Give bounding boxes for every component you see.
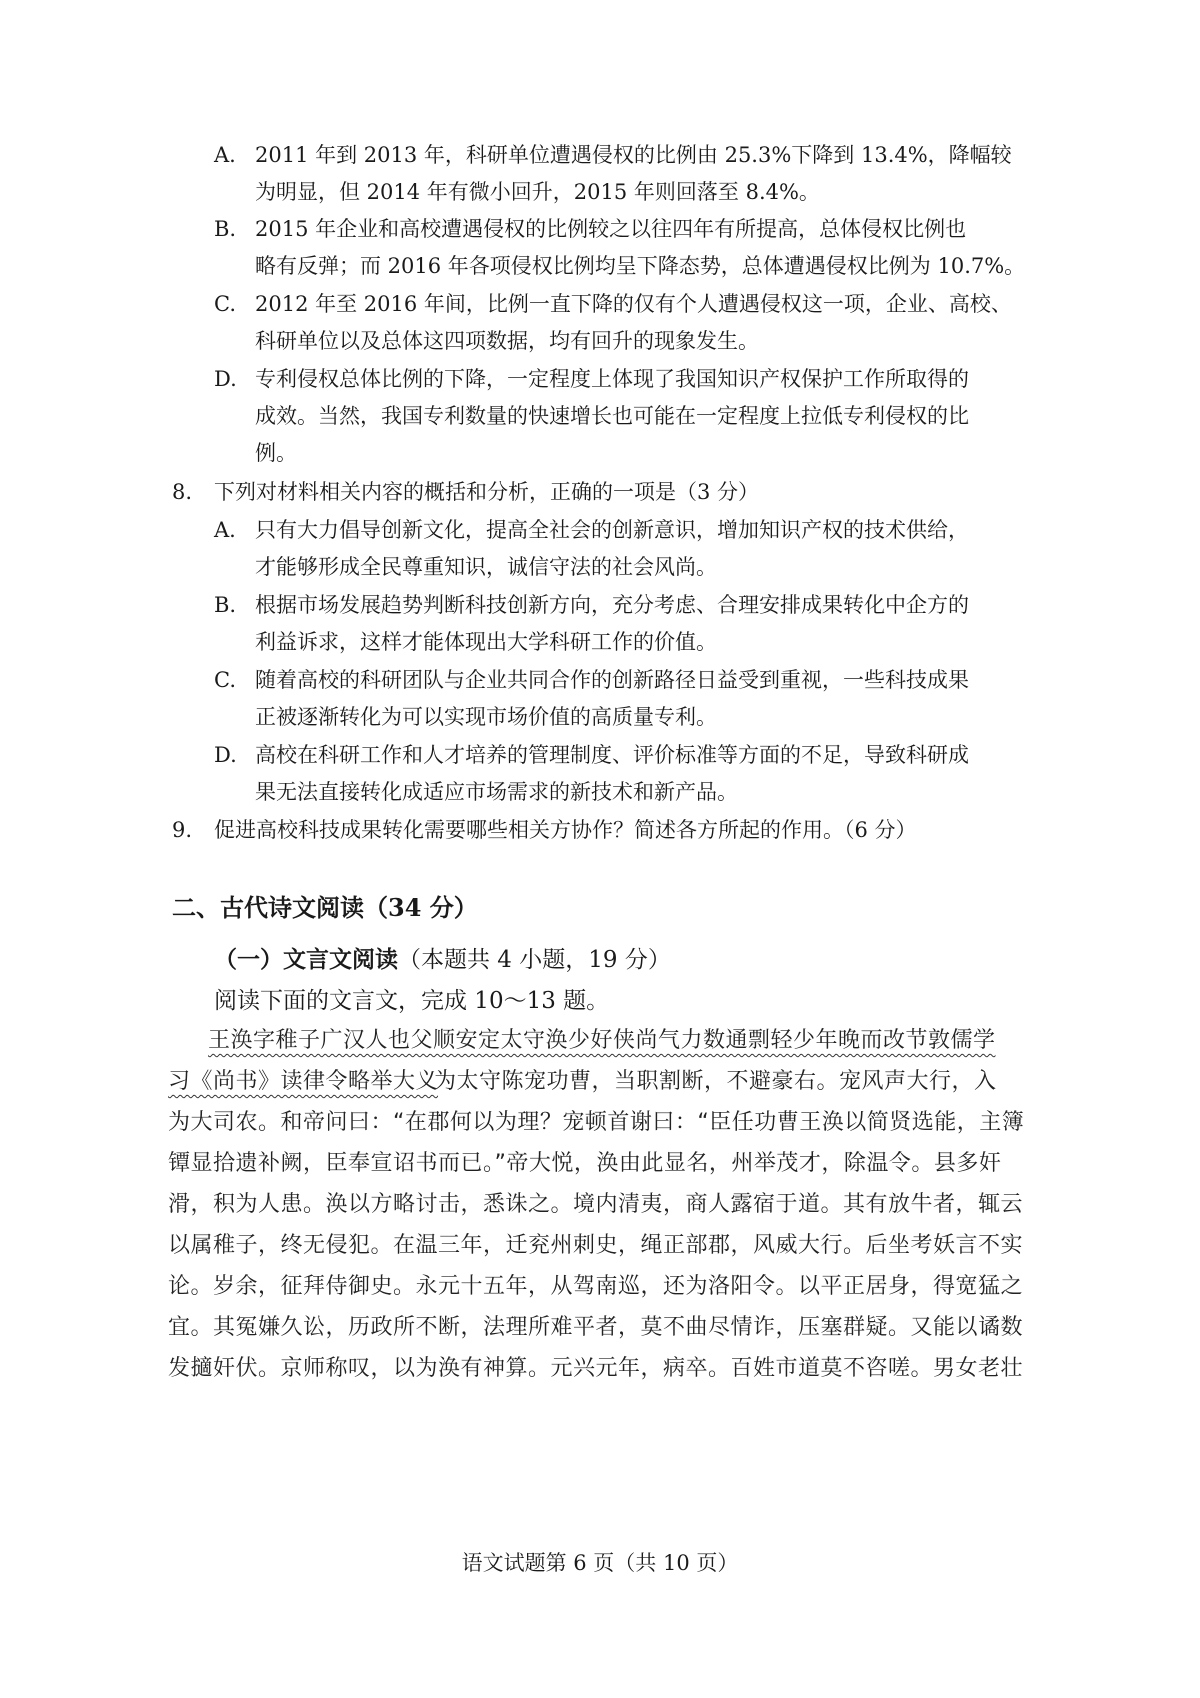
option-label: B.: [214, 593, 237, 617]
option-label: C.: [214, 292, 236, 316]
option-text-line: 只有大力倡导创新文化，提高全社会的创新意识，增加知识产权的技术供给，: [255, 518, 969, 542]
passage-line: 以属稚子，终无侵犯。在温三年，迁兖州刺史，绳正部郡，风威大行。后坐考妖言不实: [168, 1233, 1024, 1258]
passage-line: 宜。其冤嫌久讼，历政所不断，法理所难平者，莫不曲尽情诈，压塞群疑。又能以谲数: [168, 1315, 1024, 1340]
passage-line: 发擿奸伏。京师称叹，以为涣有神算。元兴元年，病卒。百姓市道莫不咨嗟。男女老壮: [168, 1356, 1024, 1381]
reading-instruction: 阅读下面的文言文，完成 10～13 题。: [214, 988, 610, 1014]
question-number: 8.: [172, 480, 193, 504]
option-text-line: 根据市场发展趋势判断科技创新方向，充分考虑、合理安排成果转化中企方的: [255, 593, 969, 617]
option-text-line: 科研单位以及总体这四项数据，均有回升的现象发生。: [255, 329, 759, 353]
passage-line: 论。岁余，征拜侍御史。永元十五年，从驾南巡，还为洛阳令。以平正居身，得宽猛之: [168, 1274, 1024, 1299]
subsection-title: （一）文言文阅读: [214, 946, 398, 973]
option-text-line: 才能够形成全民尊重知识，诚信守法的社会风尚。: [255, 555, 717, 579]
option-label: B.: [214, 217, 237, 241]
question-number: 9.: [172, 818, 193, 842]
option-text-line: 利益诉求，这样才能体现出大学科研工作的价值。: [255, 630, 717, 654]
option-text-line: 略有反弹；而 2016 年各项侵权比例均呈下降态势，总体遭遇侵权比例为 10.7%。: [255, 254, 1026, 278]
option-label: D.: [214, 367, 237, 391]
passage-line: 为太守陈宠功曹，当职割断，不避豪右。宠风声大行，入: [434, 1069, 997, 1094]
option-text-line: 高校在科研工作和人才培养的管理制度、评价标准等方面的不足，导致科研成: [255, 743, 969, 767]
option-text-line: 果无法直接转化成适应市场需求的新技术和新产品。: [255, 780, 738, 804]
option-text-line: 2012 年至 2016 年间，比例一直下降的仅有个人遭遇侵权这一项，企业、高校、: [255, 292, 1012, 316]
option-text-line: 专利侵权总体比例的下降，一定程度上体现了我国知识产权保护工作所取得的: [255, 367, 969, 391]
option-text-line: 2015 年企业和高校遭遇侵权的比例较之以往四年有所提高，总体侵权比例也: [255, 217, 967, 241]
passage-line: 滑，积为人患。涣以方略讨击，悉诛之。境内清夷，商人露宿于道。其有放牛者，辄云: [168, 1192, 1024, 1217]
passage-line: 为大司农。和帝问曰：“在郡何以为理？宠顿首谢曰：“臣任功曹王涣以简贤选能，主簿: [168, 1110, 1025, 1135]
option-label: A.: [214, 518, 236, 542]
passage-line-wavy: 习《尚书》读律令略举大义: [168, 1069, 439, 1094]
question-stem: 促进高校科技成果转化需要哪些相关方协作？简述各方所起的作用。（6 分）: [214, 818, 917, 842]
passage-line: 镡显拾遗补阙，臣奉宣诏书而已。”帝大悦，涣由此显名，州举茂才，除温令。县多奸: [168, 1151, 1002, 1176]
subsection-note: （本题共 4 小题，19 分）: [398, 947, 671, 973]
section-heading: 二、古代诗文阅读（34 分）: [172, 893, 478, 922]
page-footer: 语文试题第 6 页（共 10 页）: [461, 1551, 739, 1575]
question-stem: 下列对材料相关内容的概括和分析，正确的一项是（3 分）: [214, 480, 760, 504]
option-text-line: 成效。当然，我国专利数量的快速增长也可能在一定程度上拉低专利侵权的比: [255, 404, 969, 428]
option-text-line: 2011 年到 2013 年，科研单位遭遇侵权的比例由 25.3%下降到 13.4%，降幅较: [255, 143, 1012, 167]
option-text-line: 例。: [255, 441, 297, 465]
subsection-heading: [214, 944, 671, 976]
option-text-line: 正被逐渐转化为可以实现市场价值的高质量专利。: [255, 705, 717, 729]
option-text-line: 为明显，但 2014 年有微小回升，2015 年则回落至 8.4%。: [255, 180, 820, 204]
option-label: A.: [214, 143, 236, 167]
option-text-line: 随着高校的科研团队与企业共同合作的创新路径日益受到重视，一些科技成果: [255, 668, 969, 692]
option-label: D.: [214, 743, 237, 767]
passage-line-wavy: 王涣字稚子广汉人也父顺安定太守涣少好侠尚气力数通剽轻少年晚而改节敦儒学: [208, 1028, 996, 1053]
option-label: C.: [214, 668, 236, 692]
